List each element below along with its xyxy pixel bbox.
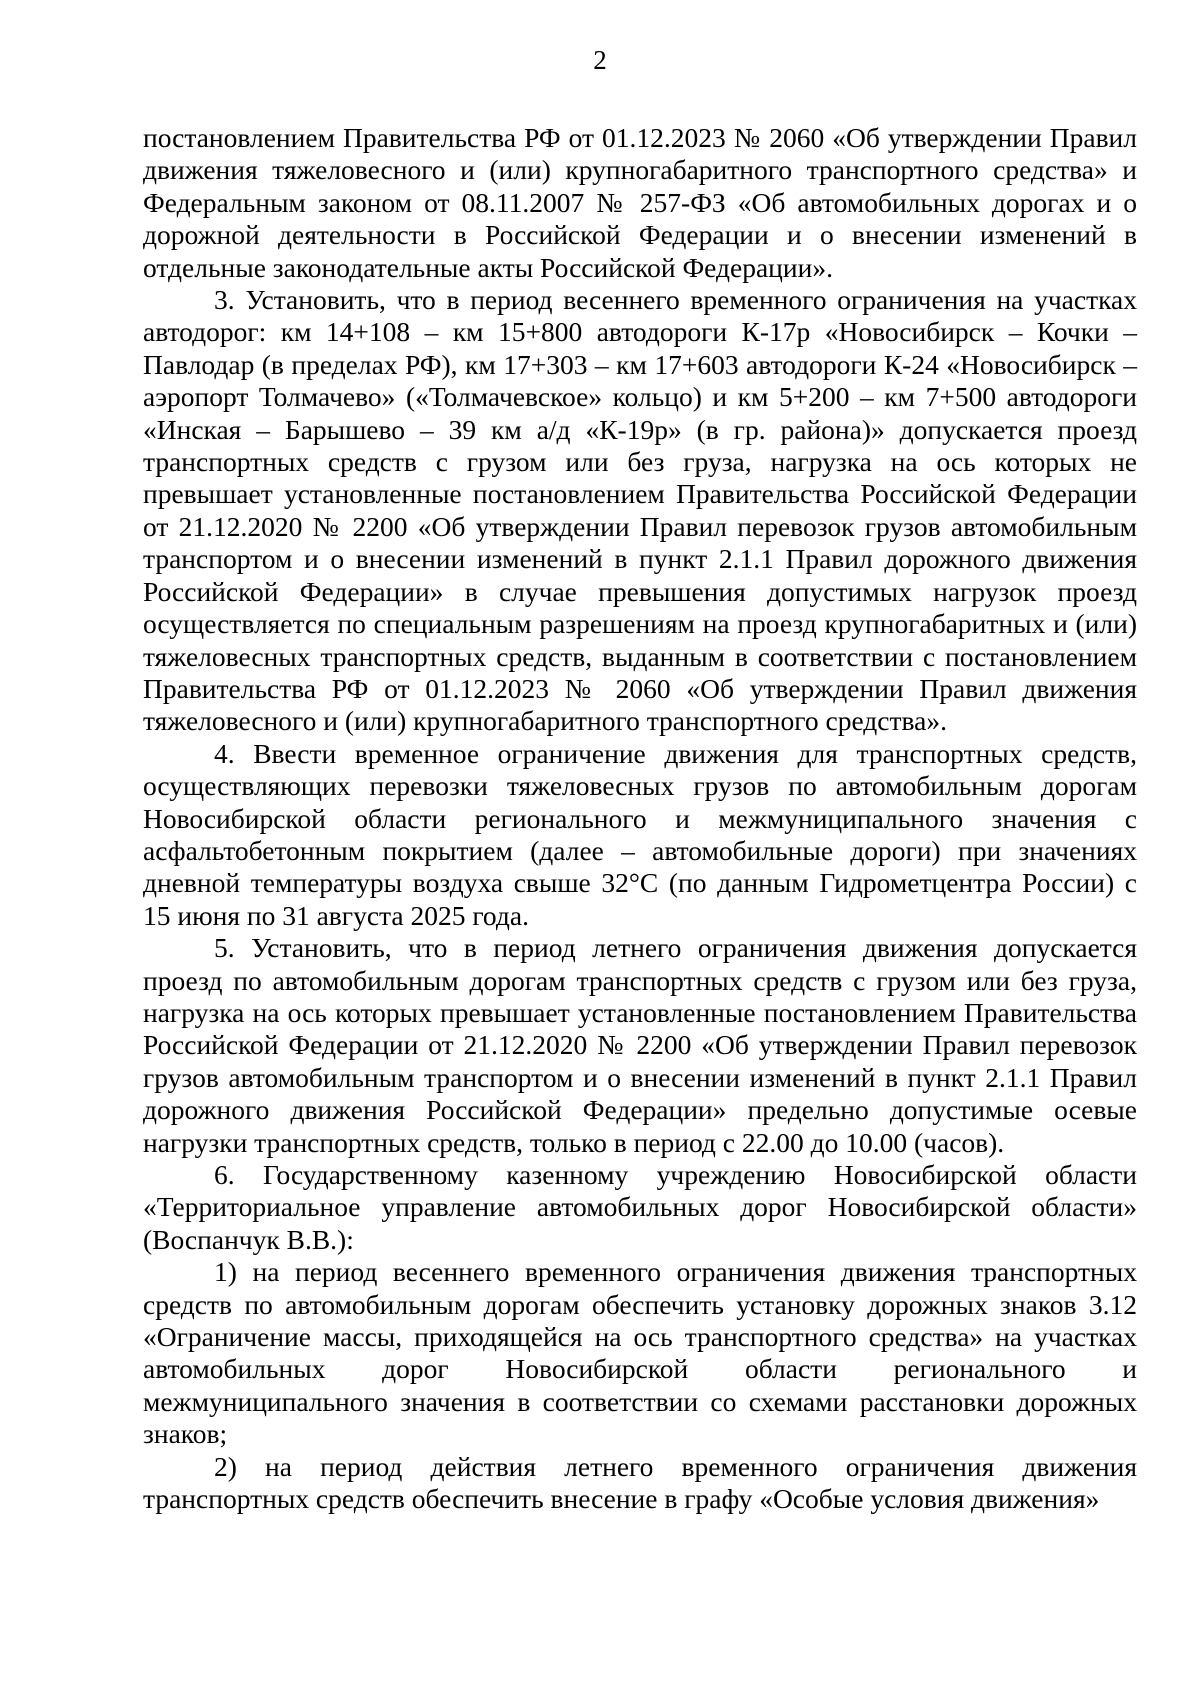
paragraph-subitem-2: 2) на период действия летнего временного ограничения движения транспортных средств обеспечить внесение в графу «Особые условия движения» xyxy=(143,1450,1137,1515)
paragraph-continuation: постановлением Правительства РФ от 01.12.2023 № 2060 «Об утверждении Правил движения тяжеловесного и (или) крупногабаритного транспортного средства» и Федеральным законом от 08.11.2007 № 257-ФЗ «Об автомобильных дорогах и о дорожной деятельности в Российской Федерации и о внесении изменений в отдельные законодательные акты Российской Федерации». xyxy=(143,122,1137,283)
page-number: 2 xyxy=(593,45,607,75)
paragraph-subitem-1: 1) на период весеннего временного ограничения движения транспортных средств по автомобильным дорогам обеспечить установку дорожных знаков 3.12 «Ограничение массы, приходящейся на ось транспортного средства» на участках автомобильных дорог Новосибирской области регионального и межмуниципального значения в соответствии со схемами расстановки дорожных знаков; xyxy=(143,1256,1137,1450)
paragraph-item-3: 3. Установить, что в период весеннего временного ограничения на участках автодорог: км 14+108 – км 15+800 автодороги К-17р «Новосибирск – Кочки – Павлодар (в пределах РФ), км 17+303 – км 17+603 автодороги К-24 «Новосибирск – аэропорт Толмачево» («Толмачевское» кольцо) и км 5+200 – км 7+500 автодороги «Инская – Барышево – 39 км а/д «К-19р» (в гр. района)» допускается проезд транспортных средств с грузом или без груза, нагрузка на ось которых не превышает установленные постановлением Правительства Российской Федерации от 21.12.2020 № 2200 «Об утверждении Правил перевозок грузов автомобильным транспортом и о внесении изменений в пункт 2.1.1 Правил дорожного движения Российской Федерации» в случае превышения допустимых нагрузок проезд осуществляется по специальным разрешениям на проезд крупногабаритных и (или) тяжеловесных транспортных средств, выданным в соответствии с постановлением Правительства РФ от 01.12.2023 № 2060 «Об утверждении Правил движения тяжеловесного и (или) крупногабаритного транспортного средства». xyxy=(143,284,1137,737)
document-body xyxy=(143,122,1137,1515)
paragraph-item-6: 6. Государственному казенному учреждению Новосибирской области «Территориальное управление автомобильных дорог Новосибирской области» (Воспанчук В.В.): xyxy=(143,1159,1137,1255)
paragraph-item-4: 4. Ввести временное ограничение движения для транспортных средств, осуществляющих перевозки тяжеловесных грузов по автомобильным дорогам Новосибирской области регионального и межмуниципального значения с асфальтобетонным покрытием (далее – автомобильные дороги) при значениях дневной температуры воздуха свыше 32°С (по данным Гидрометцентра России) с 15 июня по 31 августа 2025 года. xyxy=(143,737,1137,931)
paragraph-item-5: 5. Установить, что в период летнего ограничения движения допускается проезд по автомобильным дорогам транспортных средств с грузом или без груза, нагрузка на ось которых превышает установленные постановлением Правительства Российской Федерации от 21.12.2020 № 2200 «Об утверждении Правил перевозок грузов автомобильным транспортом и о внесении изменений в пункт 2.1.1 Правил дорожного движения Российской Федерации» предельно допустимые осевые нагрузки транспортных средств, только в период с 22.00 до 10.00 (часов). xyxy=(143,932,1137,1158)
